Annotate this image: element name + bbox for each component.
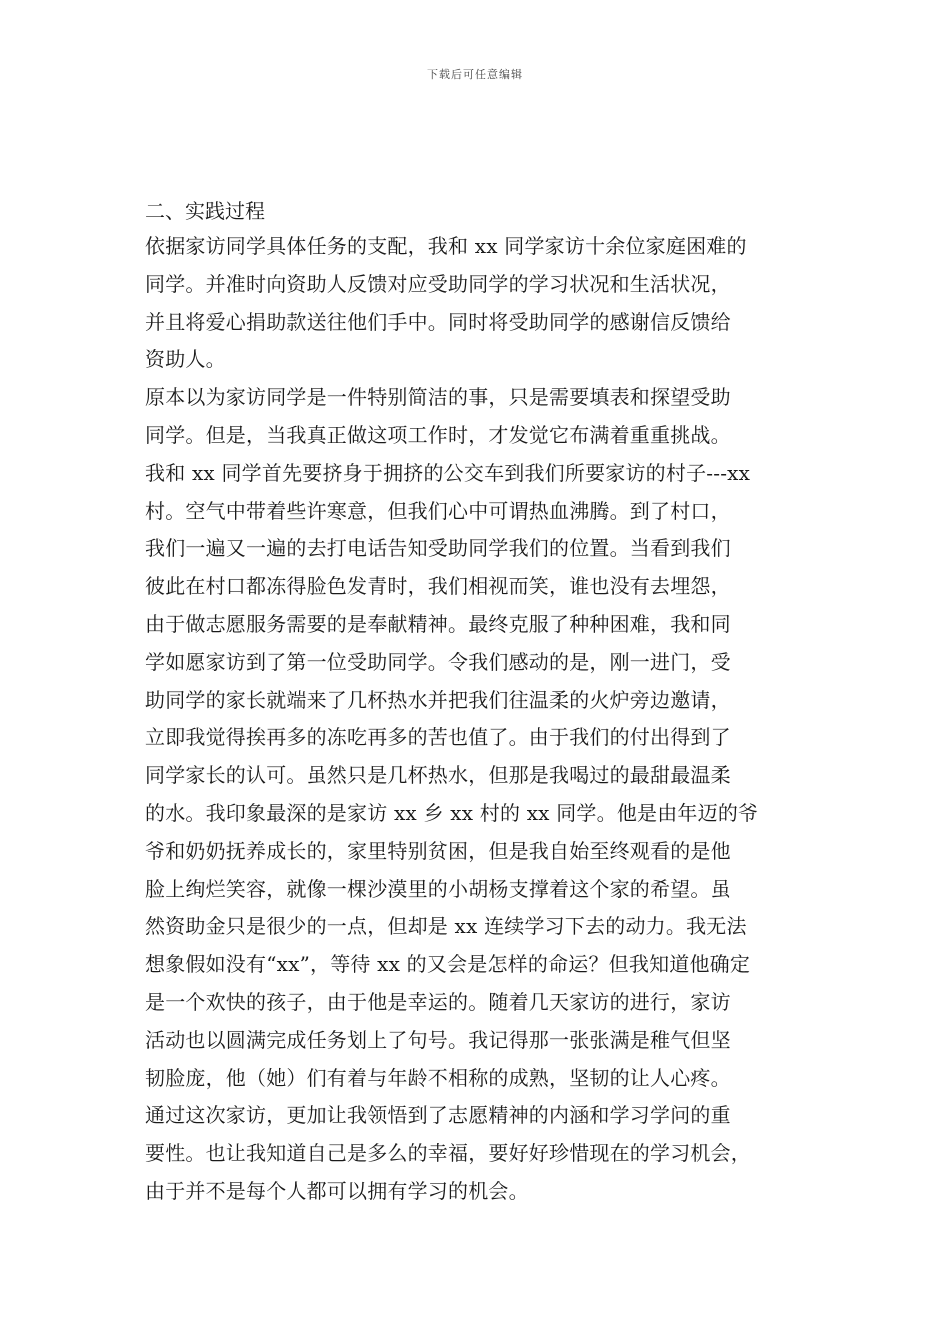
text-line: 由于做志愿服务需要的是奉献精神。最终克服了种种困难，我和同 [145,611,731,636]
text-line: 想象假如没有“xx”，等待 xx 的又会是怎样的命运？但我知道他确定 [145,952,751,977]
text-line: 资助人。 [145,347,226,372]
text-line: 活动也以圆满完成任务划上了句号。我记得那一张张满是稚气但坚 [145,1027,731,1052]
text-line: 我们一遍又一遍的去打电话告知受助同学我们的位置。当看到我们 [145,536,731,561]
text-line: 脸上绚烂笑容，就像一棵沙漠里的小胡杨支撑着这个家的希望。虽 [145,876,731,901]
text-line: 同学家长的认可。虽然只是几杯热水，但那是我喝过的最甜最温柔 [145,763,731,788]
text-line: 助同学的家长就端来了几杯热水并把我们往温柔的火炉旁边邀请， [145,687,731,712]
text-line: 要性。也让我知道自己是多么的幸福，要好好珍惜现在的学习机会， [145,1141,751,1166]
text-line: 韧脸庞，他（她）们有着与年龄不相称的成熟，坚韧的让人心疼。 [145,1065,731,1090]
section-heading: 二、实践过程 [145,199,265,223]
page-header-note: 下载后可任意编辑 [427,68,523,81]
text-line: 学如愿家访到了第一位受助同学。令我们感动的是，刚一进门，受 [145,649,731,674]
text-line: 同学。但是，当我真正做这项工作时，才发觉它布满着重重挑战。 [145,422,731,447]
text-line: 然资助金只是很少的一点，但却是 xx 连续学习下去的动力。我无法 [145,914,747,939]
paragraph-lines [145,228,825,1211]
text-line: 原本以为家访同学是一件特别简洁的事，只是需要填表和探望受助 [145,385,731,410]
text-line: 并且将爱心捐助款送往他们手中。同时将受助同学的感谢信反馈给 [145,309,731,334]
text-line: 是一个欢快的孩子，由于他是幸运的。随着几天家访的进行，家访 [145,989,731,1014]
text-line: 立即我觉得挨再多的冻吃再多的苦也值了。由于我们的付出得到了 [145,725,731,750]
text-line: 村。空气中带着些许寒意，但我们心中可谓热血沸腾。到了村口， [145,498,731,523]
text-line: 由于并不是每个人都可以拥有学习的机会。 [145,1178,529,1203]
text-line: 同学。并准时向资助人反馈对应受助同学的学习状况和生活状况， [145,271,731,296]
text-line: 彼此在村口都冻得脸色发青时，我们相视而笑，谁也没有去埋怨， [145,574,731,599]
document-body [145,194,825,1211]
text-line: 爷和奶奶抚养成长的，家里特别贫困，但是我自始至终观看的是他 [145,838,731,863]
text-line: 依据家访同学具体任务的支配，我和 xx 同学家访十余位家庭困难的 [145,234,747,258]
text-line: 的水。我印象最深的是家访 xx 乡 xx 村的 xx 同学。他是由年迈的爷 [145,800,759,825]
text-line: 通过这次家访，更加让我领悟到了志愿精神的内涵和学习学问的重 [145,1103,731,1128]
text-line: 我和 xx 同学首先要挤身于拥挤的公交车到我们所要家访的村子---xx [145,460,751,485]
